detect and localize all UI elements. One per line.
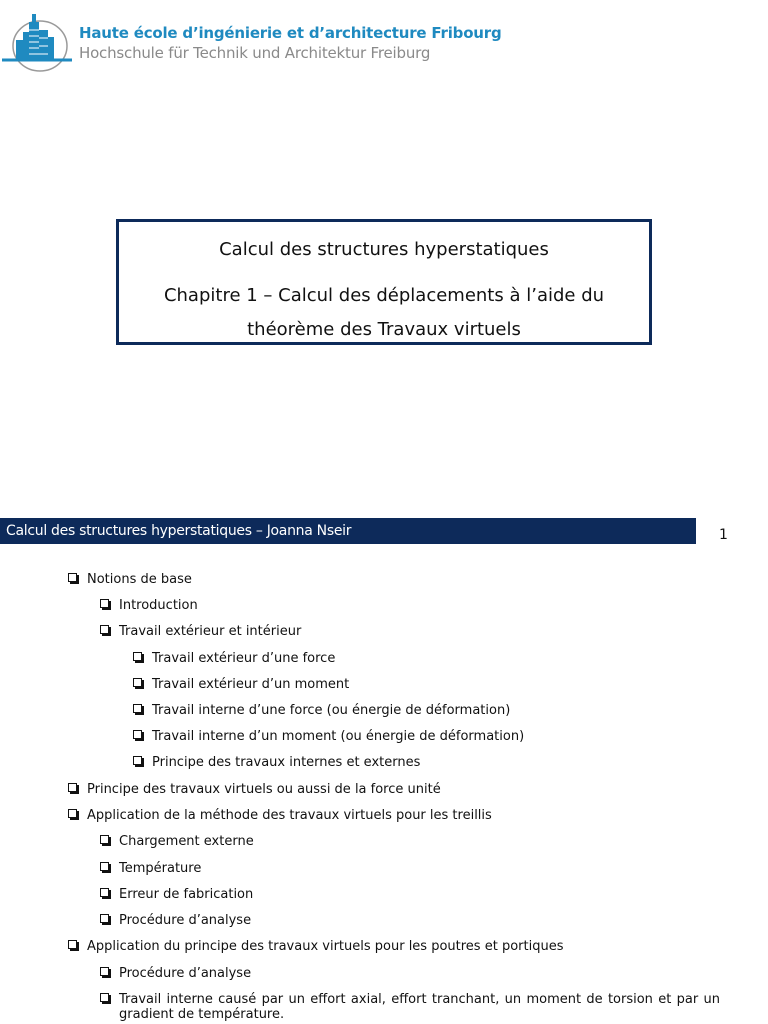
checkbox-bullet-icon bbox=[133, 652, 142, 661]
outline-item bbox=[152, 755, 420, 770]
footer-band bbox=[0, 518, 696, 544]
outline-item-text: Principe des travaux virtuels ou aussi de la force unité bbox=[87, 782, 441, 797]
outline-item bbox=[152, 677, 349, 692]
checkbox-bullet-icon bbox=[100, 967, 109, 976]
outline-item-text: Procédure d’analyse bbox=[119, 966, 252, 981]
outline-item-text: Chargement externe bbox=[119, 834, 254, 849]
outline-item bbox=[87, 939, 563, 954]
checkbox-bullet-icon bbox=[100, 993, 109, 1002]
outline-item-text: Travail extérieur d’un moment bbox=[152, 677, 350, 692]
checkbox-bullet-icon bbox=[100, 914, 109, 923]
checkbox-bullet-icon bbox=[100, 835, 109, 844]
outline-item bbox=[87, 782, 441, 797]
outline-item bbox=[152, 703, 510, 718]
outline-item-text: Température bbox=[119, 861, 202, 876]
footer-text: Calcul des structures hyperstatiques – Joanna Nseir bbox=[6, 523, 352, 539]
checkbox-bullet-icon bbox=[100, 862, 109, 871]
outline-item-text: Travail extérieur et intérieur bbox=[119, 624, 302, 639]
checkbox-bullet-icon bbox=[100, 625, 109, 634]
outline-item bbox=[119, 624, 301, 639]
outline-item-text: Procédure d’analyse bbox=[119, 913, 252, 928]
checkbox-bullet-icon bbox=[68, 809, 77, 818]
outline-item bbox=[119, 913, 251, 928]
school-name-french: Haute école d’ingénierie et d’architecture Fribourg bbox=[79, 24, 502, 42]
checkbox-bullet-icon bbox=[100, 599, 109, 608]
outline-item-text: Travail interne d’un moment (ou énergie de déformation) bbox=[152, 729, 525, 744]
checkbox-bullet-icon bbox=[68, 940, 77, 949]
title-box bbox=[116, 219, 652, 345]
outline-item-text: Travail interne d’une force (ou énergie de déformation) bbox=[152, 703, 511, 718]
outline-item-text: Application de la méthode des travaux virtuels pour les treillis bbox=[87, 808, 492, 823]
outline-item-text: Application du principe des travaux virtuels pour les poutres et portiques bbox=[87, 939, 564, 954]
page-number: 1 bbox=[719, 527, 728, 543]
course-title: Calcul des structures hyperstatiques bbox=[219, 239, 549, 260]
outline-item bbox=[87, 808, 492, 823]
outline-item bbox=[87, 572, 192, 587]
outline-item-text: Erreur de fabrication bbox=[119, 887, 254, 902]
building-logo-icon bbox=[2, 10, 74, 72]
outline-item bbox=[119, 834, 254, 849]
chapter-title-line-2: théorème des Travaux virtuels bbox=[247, 319, 521, 340]
checkbox-bullet-icon bbox=[100, 888, 109, 897]
outline-item bbox=[119, 598, 198, 613]
outline-item-text: Travail interne causé par un effort axial, effort tranchant, un moment de torsion et par un gradient de température. bbox=[119, 992, 720, 1022]
outline-item bbox=[152, 729, 524, 744]
checkbox-bullet-icon bbox=[133, 704, 142, 713]
checkbox-bullet-icon bbox=[133, 678, 142, 687]
outline-item-text: Notions de base bbox=[87, 572, 192, 587]
checkbox-bullet-icon bbox=[133, 756, 142, 765]
outline-item bbox=[119, 861, 201, 876]
outline-item bbox=[119, 966, 251, 981]
checkbox-bullet-icon bbox=[133, 730, 142, 739]
outline-item bbox=[119, 887, 253, 902]
checkbox-bullet-icon bbox=[68, 783, 77, 792]
checkbox-bullet-icon bbox=[68, 573, 77, 582]
chapter-title-line-1: Chapitre 1 – Calcul des déplacements à l’aide du bbox=[163, 285, 605, 306]
outline-item-text: Travail extérieur d’une force bbox=[152, 651, 336, 666]
school-name-german: Hochschule für Technik und Architektur Freiburg bbox=[79, 44, 431, 62]
outline-item-text: Introduction bbox=[119, 598, 198, 613]
outline-item bbox=[152, 651, 335, 666]
outline-item bbox=[119, 992, 720, 1022]
outline-item-text: Principe des travaux internes et externes bbox=[152, 755, 421, 770]
